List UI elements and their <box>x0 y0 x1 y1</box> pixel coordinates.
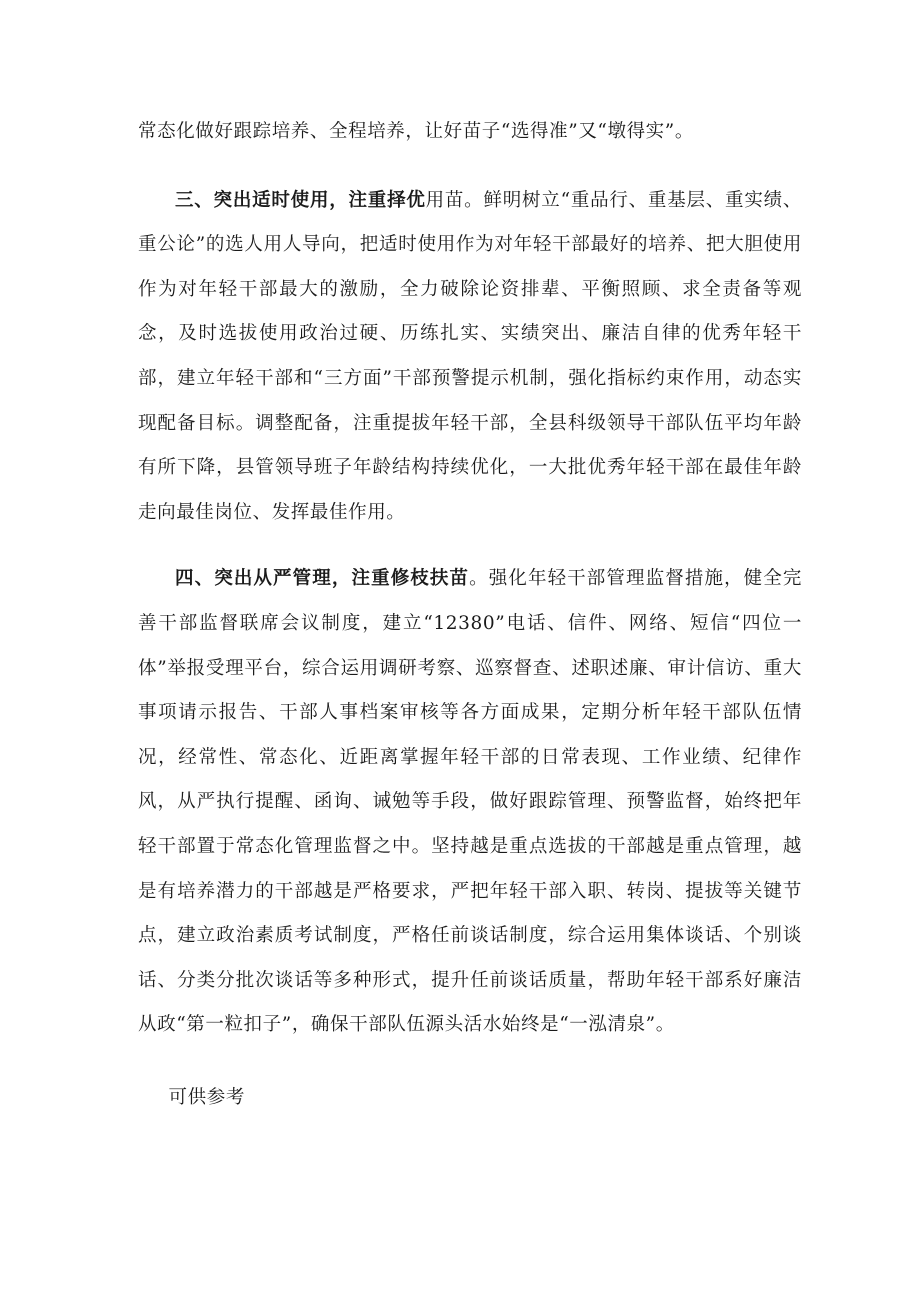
document-body <box>138 110 802 1120</box>
paragraph-text: 。强化年轻干部管理监督措施，健全完善干部监督联席会议制度，建立“12380”电话、信件、网络、短信“四位一体”举报受理平台，综合运用调研考察、巡察督查、述职述廉、审计信访、重大事项请示报告、干部人事档案审核等各方面成果，定期分析年轻干部队伍情况，经常性、常态化、近距离掌握年轻干部的日常表现、工作业绩、纪律作风，从严执行提醒、函询、诫勉等手段，做好跟踪管理、预警监督，始终把年轻干部置于常态化管理监督之中。坚持越是重点选拔的干部越是重点管理，越是有培养潜力的干部越是严格要求，严把年轻干部入职、转岗、提拔等关键节点，建立政治素质考试制度，严格任前谈话制度，综合运用集体谈话、个别谈话、分类分批次谈话等多种形式，提升任前谈话质量，帮助年轻干部系好廉洁从政“第一粒扣子”，确保干部队伍源头活水始终是“一泓清泉”。 <box>138 568 802 1036</box>
footer-note-text: 可供参考 <box>168 1086 245 1108</box>
paragraph-text: 用苗。鲜明树立“重品行、重基层、重实绩、重公论”的选人用人导向，把适时使用作为对年轻干部最好的培养、把大胆使用作为对年轻干部最大的激励，全力破除论资排辈、平衡照顾、求全责备等观念，及时选拔使用政治过硬、历练扎实、实绩突出、廉洁自律的优秀年轻干部，建立年轻干部和“三方面”干部预警提示机制，强化指标约束作用，动态实现配备目标。调整配备，注重提拔年轻干部，全县科级领导干部队伍平均年龄有所下降，县管领导班子年龄结构持续优化，一大批优秀年轻干部在最佳年龄走向最佳岗位、发挥最佳作用。 <box>138 189 802 523</box>
paragraph-text: 常态化做好跟踪培养、全程培养，让好苗子“选得准”又“墩得实”。 <box>138 121 694 142</box>
section-heading: 三、突出适时使用，注重择优 <box>175 189 426 211</box>
section-heading: 四、突出从严管理，注重修枝扶苗 <box>175 568 470 590</box>
paragraph-section-three <box>138 179 802 536</box>
paragraph-continuation <box>138 110 802 155</box>
footer-note <box>138 1076 802 1121</box>
paragraph-section-four <box>138 557 802 1048</box>
